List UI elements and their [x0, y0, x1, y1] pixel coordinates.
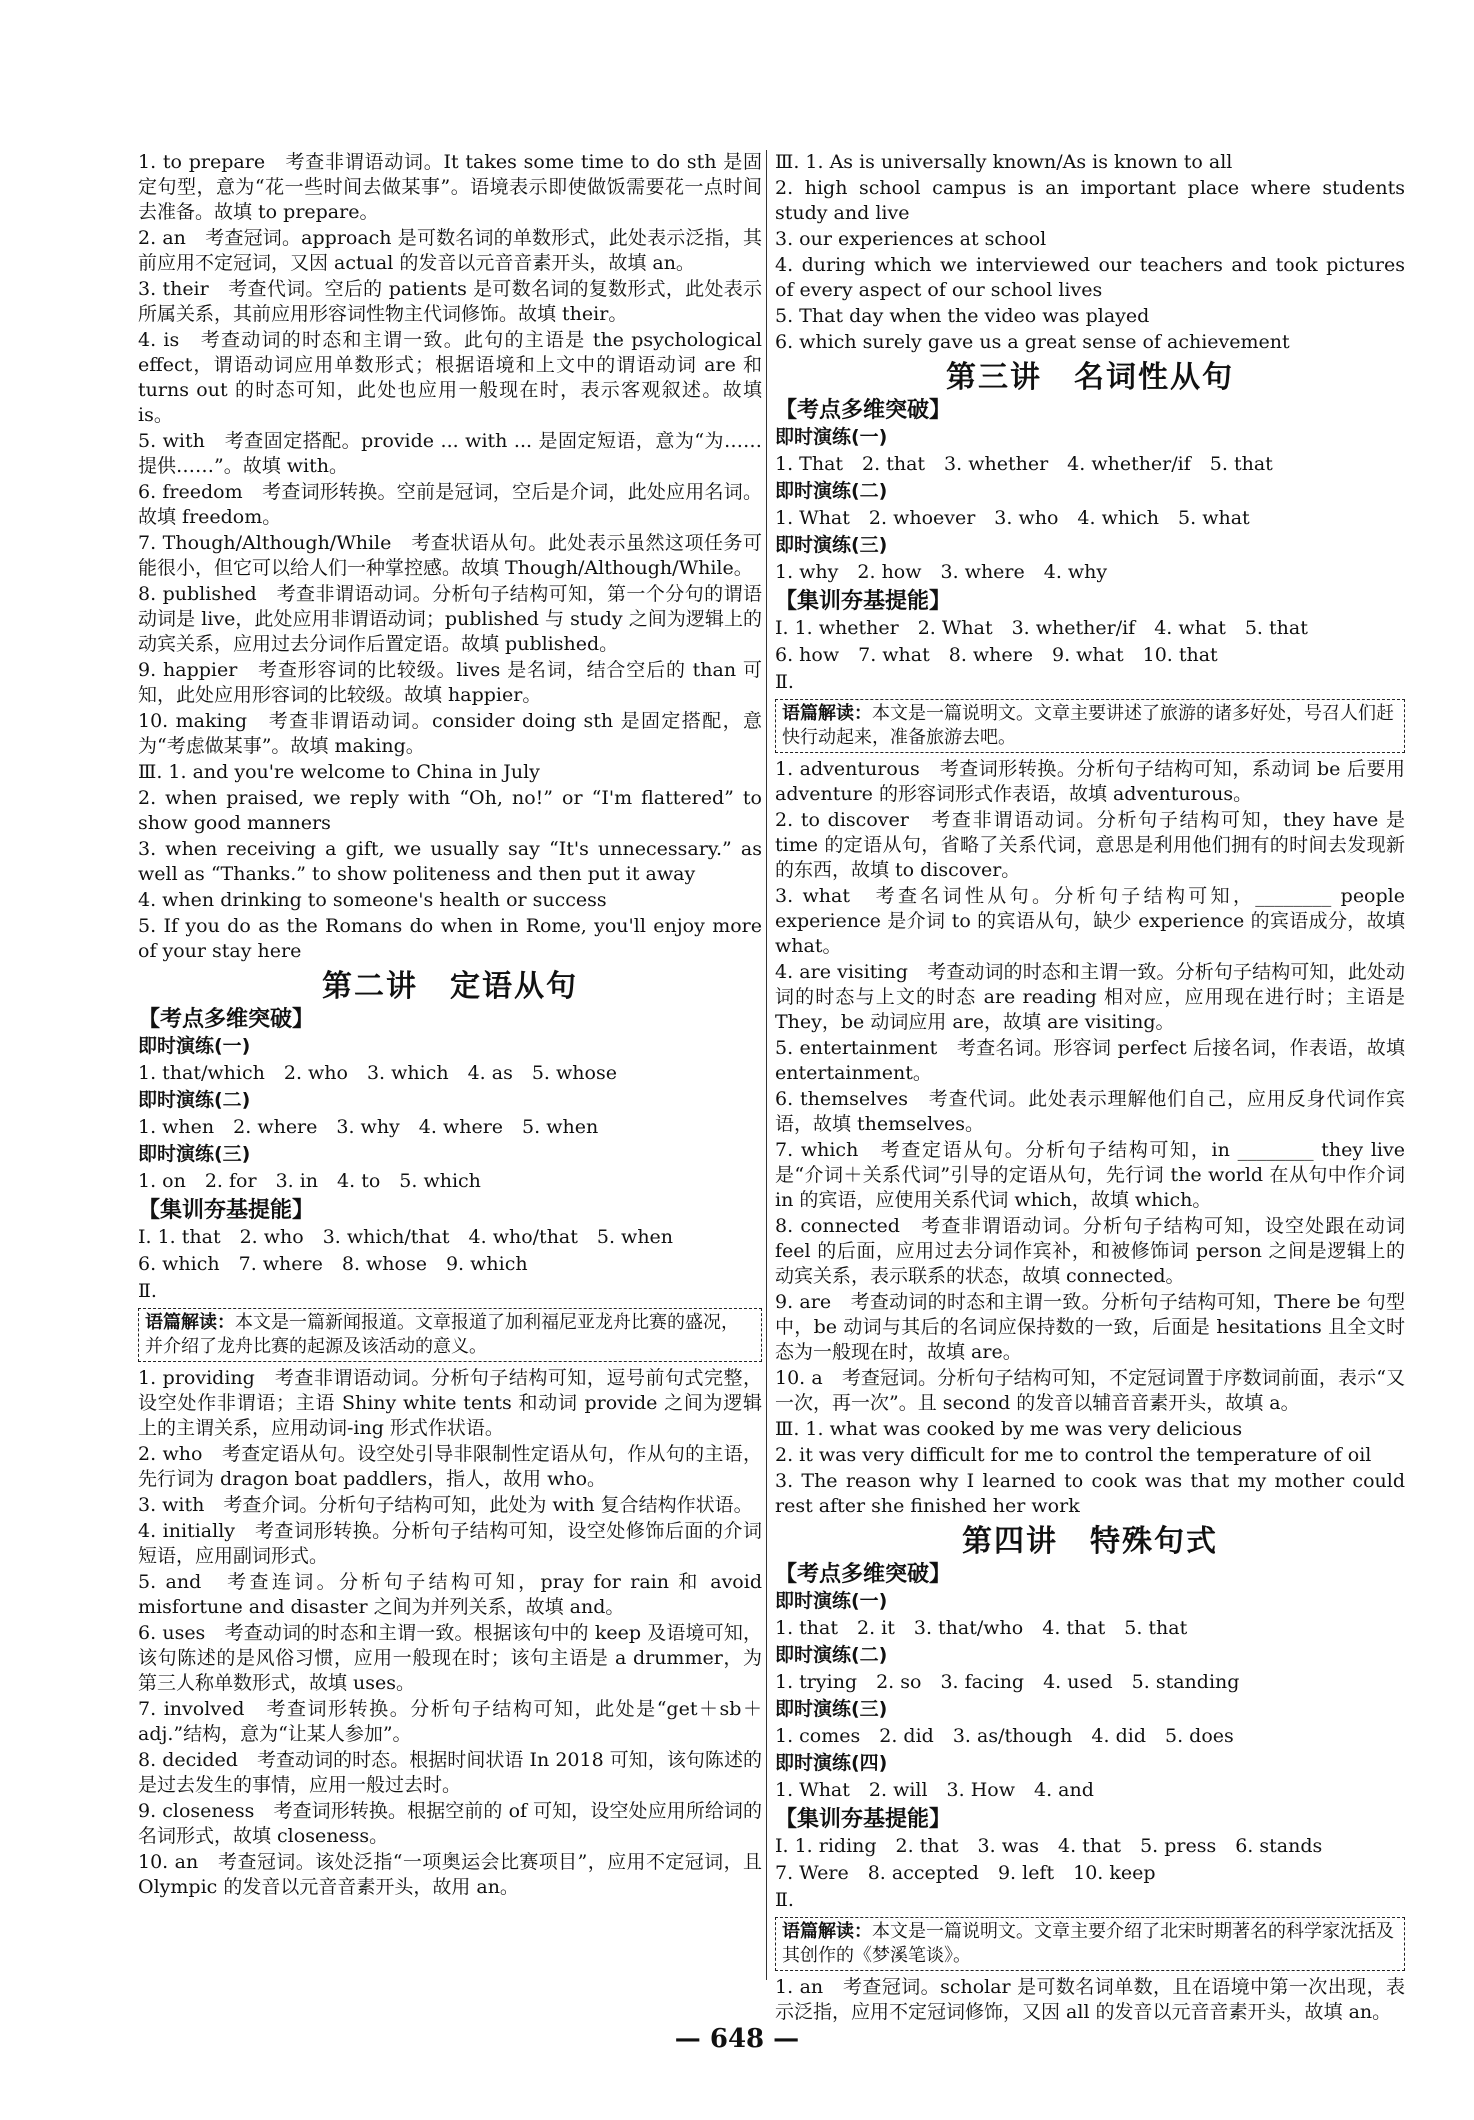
- drill-answers: 1. why 2. how 3. where 4. why: [775, 561, 1108, 583]
- answer-item: 6. themselves 考查代词。此处表示理解他们自己，应用反身代词作宾语，故填 themselves。: [775, 1088, 1405, 1135]
- section-heading: 【考点多维突破】: [138, 1007, 315, 1032]
- answer-item: Ⅲ. 1. As is universally known/As is known to all: [775, 151, 1233, 173]
- answer-item: Ⅲ. 1. what was cooked by me was very delicious: [775, 1418, 1243, 1440]
- answer-item: 7. Though/Although/While 考查状语从句。此处表示虽然这项任务可能很小，但它可以给人们一种掌控感。故填 Though/Although/While。: [138, 532, 762, 579]
- answer-item: 3. our experiences at school: [775, 228, 1047, 250]
- drill-heading: 即时演练(一): [138, 1035, 251, 1057]
- answer-item: 9. are 考查动词的时态和主谓一致。分析句子结构可知，There be 句型中，be 动词与其后的名词应保持数的一致，后面是 hesitations 且全文时态为一般现在时，故填 are。: [775, 1291, 1405, 1363]
- passage-note-label: 语篇解读：: [782, 703, 872, 724]
- lesson-title: 第四讲 特殊句式: [962, 1524, 1218, 1559]
- answer-item: 6. uses 考查动词的时态和主谓一致。根据该句中的 keep 及语境可知，该句陈述的是风俗习惯，应用一般现在时；该句主语是 a drummer，为第三人称单数形式，故填 uses。: [138, 1622, 762, 1694]
- drill-answers: 1. That 2. that 3. whether 4. whether/if 5. that: [775, 453, 1273, 475]
- answer-item: Ⅲ. 1. and you're welcome to China in July: [138, 761, 540, 783]
- answer-item: 4. during which we interviewed our teachers and took pictures of every aspect of our school lives: [775, 254, 1405, 301]
- answer-item: 2. to discover 考查非谓语动词。分析句子结构可知，they have 是 time 的定语从句，省略了关系代词，意思是利用他们拥有的时间去发现新的东西，故填 to discover。: [775, 809, 1405, 881]
- answer-item: 5. If you do as the Romans do when in Rome, you'll enjoy more of your stay here: [138, 915, 762, 962]
- drill-heading: 即时演练(三): [775, 534, 888, 556]
- answer-item: 2. an 考查冠词。approach 是可数名词的单数形式，此处表示泛指，其前应用不定冠词，又因 actual 的发音以元音音素开头，故填 an。: [138, 227, 762, 274]
- answer-item: 5. That day when the video was played: [775, 305, 1150, 327]
- drill-answers: 1. that 2. it 3. that/who 4. that 5. that: [775, 1617, 1188, 1639]
- exercise-label: Ⅱ.: [775, 1889, 794, 1911]
- drill-answers: 1. trying 2. so 3. facing 4. used 5. standing: [775, 1671, 1240, 1693]
- exercise-label: Ⅱ.: [775, 671, 794, 693]
- drill-heading: 即时演练(二): [775, 480, 888, 502]
- answer-item: 6. which surely gave us a great sense of achievement: [775, 331, 1290, 353]
- drill-answers: 1. when 2. where 3. why 4. where 5. when: [138, 1116, 599, 1138]
- answer-item: 2. it was very difficult for me to control the temperature of oil: [775, 1444, 1372, 1466]
- lesson-title: 第二讲 定语从句: [322, 969, 578, 1004]
- answer-item: 8. connected 考查非谓语动词。分析句子结构可知，设空处跟在动词 feel 的后面，应用过去分词作宾补，和被修饰词 person 之间是逻辑上的动宾关系，表示联系的状态，故填 connected。: [775, 1215, 1405, 1287]
- left-column: [138, 150, 762, 1901]
- answer-item: 9. closeness 考查词形转换。根据空前的 of 可知，设空处应用所给词的名词形式，故填 closeness。: [138, 1800, 762, 1847]
- column-divider: [766, 150, 767, 1980]
- exercise-answers: Ⅰ. 1. that 2. who 3. which/that 4. who/that 5. when: [138, 1226, 674, 1248]
- passage-note-box: [138, 1308, 762, 1362]
- answer-item: 1. adventurous 考查词形转换。分析句子结构可知，系动词 be 后要用 adventure 的形容词形式作表语，故填 adventurous。: [775, 758, 1405, 805]
- section-heading: 【集训夯基提能】: [775, 589, 952, 614]
- answer-item: 6. freedom 考查词形转换。空前是冠词，空后是介词，此处应用名词。故填 freedom。: [138, 481, 762, 528]
- answer-item: 4. are visiting 考查动词的时态和主谓一致。分析句子结构可知，此处动词的时态与上文的时态 are reading 相对应，应用现在进行时；主语是 They，be 动词应用 are，故填 are visiting。: [775, 961, 1405, 1033]
- answer-item: 9. happier 考查形容词的比较级。lives 是名词，结合空后的 than 可知，此处应用形容词的比较级。故填 happier。: [138, 659, 762, 706]
- passage-note-text: 本文是一篇说明文。文章主要介绍了北宋时期著名的科学家沈括及其创作的《梦溪笔谈》。: [782, 1921, 1394, 1966]
- drill-heading: 即时演练(四): [775, 1752, 888, 1774]
- answer-item: 3. what 考查名词性从句。分析句子结构可知，________ people experience 是介词 to 的宾语从句，缺少 experience 的宾语成分，故填 what。: [775, 885, 1405, 957]
- answer-item: 2. who 考查定语从句。设空处引导非限制性定语从句，作从句的主语，先行词为 dragon boat paddlers，指人，故用 who。: [138, 1443, 762, 1490]
- lesson-title: 第三讲 名词性从句: [946, 360, 1234, 395]
- answer-item: 10. making 考查非谓语动词。consider doing sth 是固定搭配，意为“考虑做某事”。故填 making。: [138, 710, 762, 757]
- drill-answers: 1. What 2. will 3. How 4. and: [775, 1779, 1094, 1801]
- section-heading: 【考点多维突破】: [775, 398, 952, 423]
- passage-note-label: 语篇解读：: [782, 1921, 872, 1942]
- answer-item: 2. high school campus is an important place where students study and live: [775, 177, 1405, 224]
- answer-item: 5. entertainment 考查名词。形容词 perfect 后接名词，作表语，故填 entertainment。: [775, 1037, 1405, 1084]
- answer-item: 3. The reason why I learned to cook was that my mother could rest after she finished her work: [775, 1470, 1405, 1517]
- passage-note-text: 本文是一篇新闻报道。文章报道了加利福尼亚龙舟比赛的盛况，并介绍了龙舟比赛的起源及该活动的意义。: [145, 1312, 739, 1357]
- drill-heading: 即时演练(三): [775, 1698, 888, 1720]
- answer-item: 4. when drinking to someone's health or success: [138, 889, 607, 911]
- passage-note-label: 语篇解读：: [145, 1312, 235, 1333]
- page-number: — 648 —: [674, 2024, 800, 2054]
- drill-answers: 1. that/which 2. who 3. which 4. as 5. whose: [138, 1062, 617, 1084]
- passage-note-box: [775, 1917, 1405, 1971]
- drill-answers: 1. on 2. for 3. in 4. to 5. which: [138, 1170, 481, 1192]
- answer-item: 3. with 考查介词。分析句子结构可知，此处为 with 复合结构作状语。: [138, 1494, 753, 1516]
- answer-item: 7. involved 考查词形转换。分析句子结构可知，此处是“get＋sb＋adj.”结构，意为“让某人参加”。: [138, 1698, 762, 1745]
- drill-heading: 即时演练(二): [138, 1089, 251, 1111]
- section-heading: 【考点多维突破】: [775, 1562, 952, 1587]
- section-heading: 【集训夯基提能】: [775, 1807, 952, 1832]
- passage-note-box: [775, 699, 1405, 753]
- answer-item: 5. with 考查固定搭配。provide ... with ... 是固定短语，意为“为……提供……”。故填 with。: [138, 430, 762, 477]
- answer-item: 10. an 考查冠词。该处泛指“一项奥运会比赛项目”，应用不定冠词，且 Olympic 的发音以元音音素开头，故用 an。: [138, 1851, 762, 1898]
- drill-answers: 1. comes 2. did 3. as/though 4. did 5. does: [775, 1725, 1234, 1747]
- exercise-answers: 6. which 7. where 8. whose 9. which: [138, 1253, 528, 1275]
- answer-item: 1. providing 考查非谓语动词。分析句子结构可知，逗号前句式完整，设空处作非谓语；主语 Shiny white tents 和动词 provide 之间为逻辑上的主谓关系，应用动词-ing 形式作状语。: [138, 1367, 762, 1439]
- drill-heading: 即时演练(一): [775, 1590, 888, 1612]
- exercise-answers: 7. Were 8. accepted 9. left 10. keep: [775, 1862, 1156, 1884]
- answer-item: 1. an 考查冠词。scholar 是可数名词单数，且在语境中第一次出现，表示泛指，应用不定冠词修饰，又因 all 的发音以元音音素开头，故填 an。: [775, 1976, 1405, 2023]
- exercise-answers: Ⅰ. 1. riding 2. that 3. was 4. that 5. press 6. stands: [775, 1835, 1323, 1857]
- answer-item: 4. is 考查动词的时态和主谓一致。此句的主语是 the psychological effect，谓语动词应用单数形式；根据语境和上文中的谓语动词 are 和 turns out 的时态可知，此处也应用一般现在时，表示客观叙述。故填 is。: [138, 329, 762, 426]
- answer-item: 3. their 考查代词。空后的 patients 是可数名词的复数形式，此处表示所属关系，其前应用形容词性物主代词修饰。故填 their。: [138, 278, 762, 325]
- section-heading: 【集训夯基提能】: [138, 1198, 315, 1223]
- answer-item: 5. and 考查连词。分析句子结构可知，pray for rain 和 avoid misfortune and disaster 之间为并列关系，故填 and。: [138, 1571, 762, 1618]
- answer-item: 10. a 考查冠词。分析句子结构可知，不定冠词置于序数词前面，表示“又一次，再一次”。且 second 的发音以辅音音素开头，故填 a。: [775, 1367, 1405, 1414]
- answer-item: 4. initially 考查词形转换。分析句子结构可知，设空处修饰后面的介词短语，应用副词形式。: [138, 1520, 762, 1567]
- answer-item: 1. to prepare 考查非谓语动词。It takes some time to do sth 是固定句型，意为“花一些时间去做某事”。语境表示即使做饭需要花一点时间去准备。故填 to prepare。: [138, 151, 762, 223]
- answer-item: 8. published 考查非谓语动词。分析句子结构可知，第一个分句的谓语动词是 live，此处应用非谓语动词；published 与 study 之间为逻辑上的动宾关系，应用过去分词作后置定语。故填 published。: [138, 583, 762, 655]
- answer-item: 2. when praised, we reply with “Oh, no!” or “I'm flattered” to show good manners: [138, 787, 762, 834]
- drill-answers: 1. What 2. whoever 3. who 4. which 5. what: [775, 507, 1250, 529]
- drill-heading: 即时演练(三): [138, 1143, 251, 1165]
- answer-item: 3. when receiving a gift, we usually say “It's unnecessary.” as well as “Thanks.” to show politeness and then put it away: [138, 838, 762, 885]
- exercise-answers: 6. how 7. what 8. where 9. what 10. that: [775, 644, 1218, 666]
- exercise-label: Ⅱ.: [138, 1280, 157, 1302]
- right-column: [775, 150, 1405, 2026]
- answer-item: 7. which 考查定语从句。分析句子结构可知，in ________ they live 是“介词＋关系代词”引导的定语从句，先行词 the world 在从句中作介词 in 的宾语，应使用关系代词 which，故填 which。: [775, 1139, 1405, 1211]
- drill-heading: 即时演练(二): [775, 1644, 888, 1666]
- drill-heading: 即时演练(一): [775, 426, 888, 448]
- exercise-answers: Ⅰ. 1. whether 2. What 3. whether/if 4. what 5. that: [775, 617, 1308, 639]
- passage-note-text: 本文是一篇说明文。文章主要讲述了旅游的诸多好处，号召人们赶快行动起来，准备旅游去吧。: [782, 703, 1394, 748]
- answer-item: 8. decided 考查动词的时态。根据时间状语 In 2018 可知，该句陈述的是过去发生的事情，应用一般过去时。: [138, 1749, 762, 1796]
